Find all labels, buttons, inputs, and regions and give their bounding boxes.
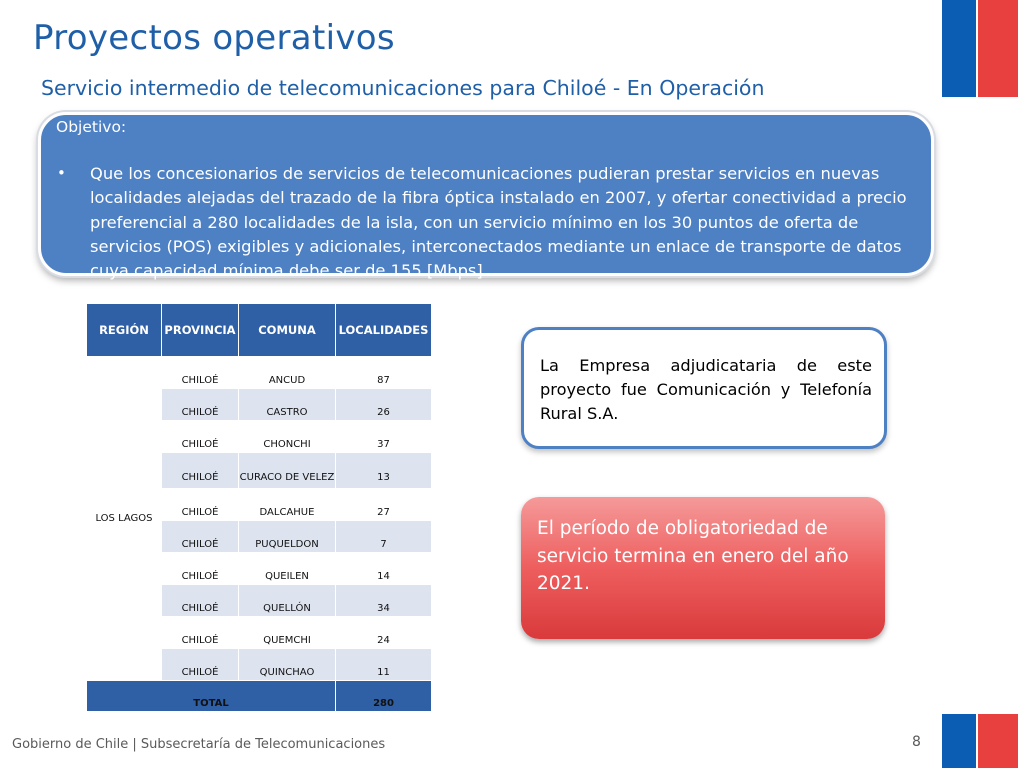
provincia-cell: CHILOÉ	[162, 553, 239, 585]
localidades-cell: 14	[336, 553, 432, 585]
comuna-cell: CURACO DE VELEZ	[239, 453, 336, 489]
provincia-cell: CHILOÉ	[162, 389, 239, 421]
localidades-cell: 26	[336, 389, 432, 421]
provincia-cell: CHILOÉ	[162, 521, 239, 553]
provincia-cell: CHILOÉ	[162, 617, 239, 649]
region-cell: LOS LAGOS	[87, 357, 162, 681]
comuna-cell: DALCAHUE	[239, 489, 336, 521]
localidades-cell: 11	[336, 649, 432, 681]
objective-text: Que los concesionarios de servicios de telecomunicaciones pudieran prestar servicios en nuevas localidades alejadas del trazado de la fibra óptica instalado en 2007, y ofertar conectividad a precio preferencial a 280 localidades de la isla, con un servicio mínimo en los 30 puntos de oferta de servicios (POS) exigibles y adicionales, interconectados mediante un enlace de transporte de datos cuya capacidad mínima debe ser de 155 [Mbps].	[90, 164, 907, 281]
page-number: 8	[912, 734, 921, 750]
bullet-icon: •	[57, 164, 66, 182]
localidades-cell: 7	[336, 521, 432, 553]
provincia-cell: CHILOÉ	[162, 453, 239, 489]
header-comuna: COMUNA	[239, 304, 336, 357]
table-row	[87, 357, 432, 389]
provincia-cell: CHILOÉ	[162, 489, 239, 521]
localidades-cell: 87	[336, 357, 432, 389]
total-label: TOTAL	[87, 681, 336, 712]
total-value: 280	[336, 681, 432, 712]
comuna-cell: CASTRO	[239, 389, 336, 421]
localidades-cell: 37	[336, 421, 432, 453]
comuna-cell: ANCUD	[239, 357, 336, 389]
comuna-cell: QUELLÓN	[239, 585, 336, 617]
flag-blue-stripe	[942, 714, 976, 768]
period-note-text: El período de obligatoriedad de servicio termina en enero del año 2021.	[537, 518, 849, 594]
localidades-cell: 13	[336, 453, 432, 489]
objective-label: Objetivo:	[56, 118, 127, 136]
flag-blue-stripe	[942, 0, 976, 97]
flag-decoration-bottom	[942, 714, 1022, 768]
localidades-cell: 34	[336, 585, 432, 617]
provincia-cell: CHILOÉ	[162, 649, 239, 681]
localidades-cell: 24	[336, 617, 432, 649]
objective-box	[38, 112, 934, 281]
provincia-cell: CHILOÉ	[162, 585, 239, 617]
comuna-cell: QUEMCHI	[239, 617, 336, 649]
localidades-table	[86, 303, 432, 712]
footer-text: Gobierno de Chile | Subsecretaría de Telecomunicaciones	[12, 737, 386, 752]
flag-red-stripe	[978, 714, 1018, 768]
flag-decoration-top	[942, 0, 1022, 97]
flag-red-stripe	[978, 0, 1018, 97]
table-header-row	[87, 304, 432, 357]
header-localidades: LOCALIDADES	[336, 304, 432, 357]
provincia-cell: CHILOÉ	[162, 357, 239, 389]
table-total-row	[87, 681, 432, 712]
period-note-box	[521, 497, 885, 639]
provincia-cell: CHILOÉ	[162, 421, 239, 453]
company-note-box	[521, 327, 887, 449]
company-note-text: La Empresa adjudicataria de este proyecto fue Comunicación y Telefonía Rural S.A.	[540, 356, 872, 423]
comuna-cell: QUEILEN	[239, 553, 336, 585]
header-region: REGIÓN	[87, 304, 162, 357]
localidades-cell: 27	[336, 489, 432, 521]
comuna-cell: CHONCHI	[239, 421, 336, 453]
comuna-cell: QUINCHAO	[239, 649, 336, 681]
page-subtitle: Servicio intermedio de telecomunicaciones para Chiloé - En Operación	[41, 76, 765, 100]
page-title: Proyectos operativos	[33, 18, 395, 58]
header-provincia: PROVINCIA	[162, 304, 239, 357]
comuna-cell: PUQUELDON	[239, 521, 336, 553]
